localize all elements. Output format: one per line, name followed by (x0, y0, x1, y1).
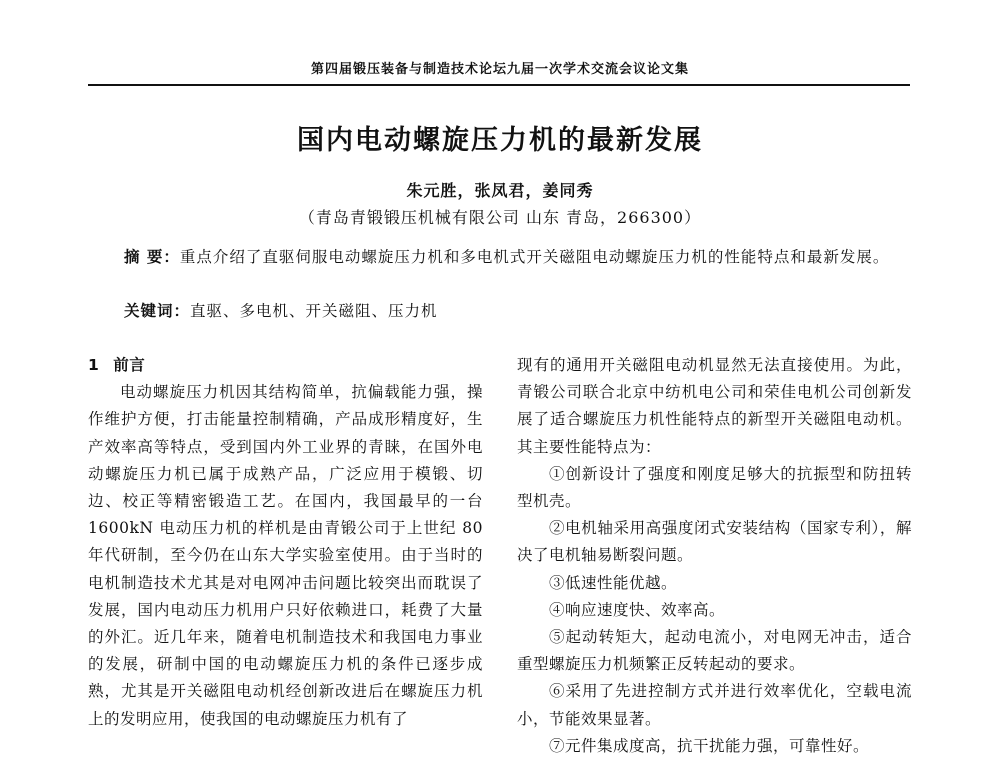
abstract-label: 摘 要： (124, 248, 180, 266)
left-column (88, 352, 483, 733)
header-rule (88, 84, 910, 86)
keywords-label: 关键词： (124, 302, 191, 320)
affiliation: （青岛青锻锻压机械有限公司 山东 青岛，266300） (298, 208, 702, 227)
feature-item: ⑥采用了先进控制方式并进行效率优化，空载电流小，节能效果显著。 (517, 682, 912, 728)
feature-item: ②电机轴采用高强度闭式安装结构（国家专利），解决了电机轴易断裂问题。 (517, 519, 912, 565)
right-intro-paragraph: 现有的通用开关磁阻电动机显然无法直接使用。为此，青锻公司联合北京中纺机电公司和荣佳电机公司创新发展了适合螺旋压力机性能特点的新型开关磁阻电动机。其主要性能特点为： (517, 356, 912, 456)
abstract (88, 244, 910, 271)
keywords (124, 298, 910, 325)
feature-item: ③低速性能优越。 (549, 573, 678, 592)
feature-item: ①创新设计了强度和刚度足够大的抗振型和防扭转型机壳。 (517, 464, 912, 511)
feature-item: ⑤起动转矩大，起动电流小，对电网无冲击，适合重型螺旋压力机频繁正反转起动的要求。 (517, 628, 912, 674)
feature-item: ⑦元件集成度高，抗干扰能力强，可靠性好。 (549, 736, 870, 755)
keywords-text: 直驱、多电机、开关磁阻、压力机 (190, 302, 438, 320)
section-title: 前言 (113, 356, 146, 374)
section-number: 1 (88, 356, 100, 374)
paper-title: 国内电动螺旋压力机的最新发展 (297, 125, 703, 156)
running-header: 第四届锻压装备与制造技术论坛九届一次学术交流会议论文集 (310, 62, 689, 77)
abstract-text: 重点介绍了直驱伺服电动螺旋压力机和多电机式开关磁阻电动螺旋压力机的性能特点和最新发展。 (179, 248, 890, 266)
section-heading (88, 352, 483, 379)
section-paragraph: 电动螺旋压力机因其结构简单，抗偏载能力强，操作维护方便，打击能量控制精确，产品成形精度好，生产效率高等特点，受到国内外工业界的青睐，在国外电动螺旋压力机已属于成熟产品，广泛应用于模锻、切边、校正等精密锻造工艺。在国内，我国最早的一台 1600kN 电动压力机的样机是由青锻公司于上世纪 80 年代研制，至今仍在山东大学实验室使用。由于当时的电机制造技术尤其是对电网冲击问题比较突出而耽误了发展，国内电动压力机用户只好依赖进口，耗费了大量的外汇。近几年来，随着电机制造技术和我国电力事业的发展，研制中国的电动螺旋压力机的条件已逐步成熟，尤其是开关磁阻电动机经创新改进后在螺旋压力机上的发明应用，使我国的电动螺旋压力机有了 (88, 383, 483, 728)
feature-item: ④响应速度快、效率高。 (549, 600, 726, 619)
authors: 朱元胜，张凤君，姜同秀 (406, 181, 594, 200)
right-column (517, 352, 912, 760)
